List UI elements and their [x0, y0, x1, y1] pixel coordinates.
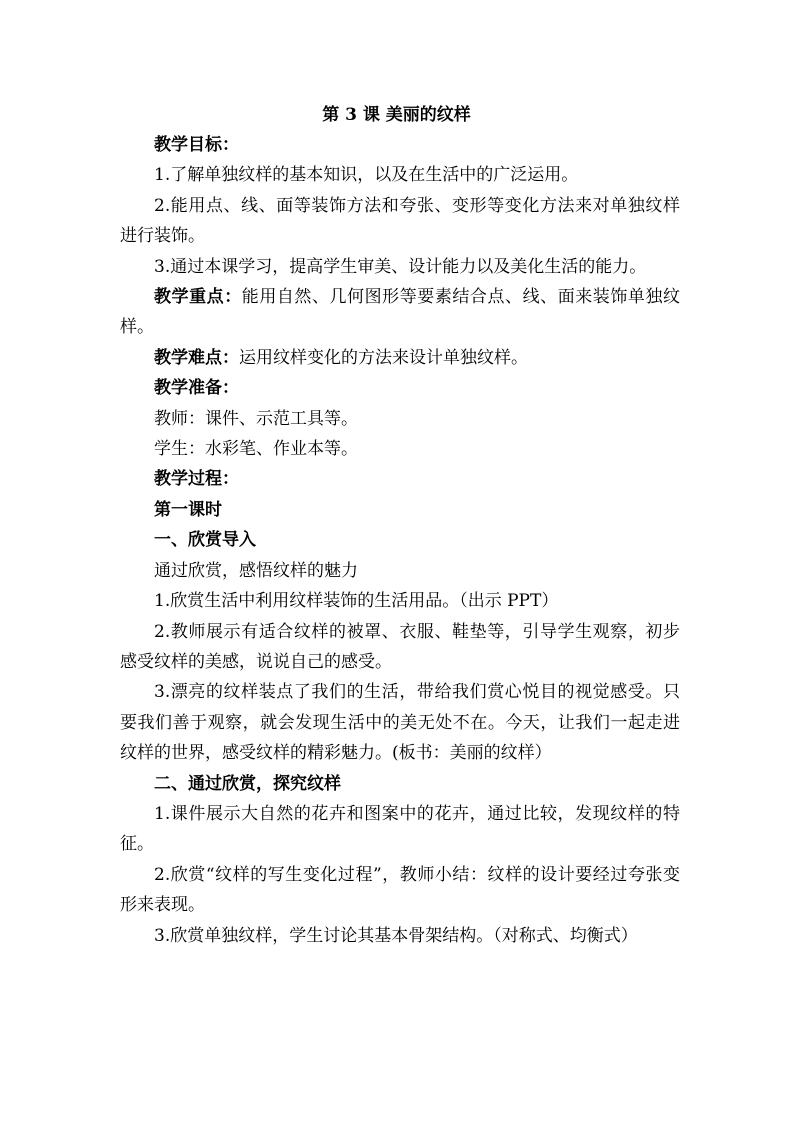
difficulties-label: 教学难点： [154, 347, 239, 368]
part-two-item: 3.欣赏单独纹样，学生讨论其基本骨架结构。（对称式、均衡式） [154, 925, 638, 946]
difficulties-text: 运用纹样变化的方法来设计单独纹样。 [239, 347, 528, 368]
preparation-teacher: 教师：课件、示范工具等。 [154, 408, 358, 429]
document-body [120, 130, 680, 951]
lesson-one-heading: 第一课时 [154, 499, 222, 520]
key-points-paragraph [120, 282, 680, 343]
objectives-heading: 教学目标： [154, 135, 239, 155]
key-points-text: 能用自然、几何图形等要素结合点、线、面来装饰单独纹样。 [120, 287, 681, 338]
part-two-item: 2.欣赏“纹样的写生变化过程”，教师小结：纹样的设计要经过夸张变形来表现。 [120, 864, 680, 916]
process-heading: 教学过程： [154, 469, 239, 490]
difficulties-paragraph [120, 343, 680, 373]
part-one-item: 2.教师展示有适合纹样的被罩、衣服、鞋垫等，引导学生观察，初步感受纹样的美感，说说自己的感受。 [120, 621, 680, 672]
objective-item: 1.了解单独纹样的基本知识，以及在生活中的广泛运用。 [154, 165, 579, 186]
page-title: 第 3 课 美丽的纹样 [322, 105, 471, 125]
preparation-student: 学生：水彩笔、作业本等。 [154, 439, 358, 460]
part-one-item: 1.欣赏生活中利用纹样装饰的生活用品。（出示 PPT） [154, 591, 559, 612]
objective-item: 2.能用点、线、面等装饰方法和夸张、变形等变化方法来对单独纹样进行装饰。 [120, 195, 680, 247]
preparation-heading: 教学准备： [154, 378, 239, 399]
part-one-heading: 一、欣赏导入 [154, 530, 256, 551]
key-points-label: 教学重点： [154, 287, 242, 308]
objective-item: 3.通过本课学习，提高学生审美、设计能力以及美化生活的能力。 [154, 256, 647, 277]
part-one-item: 3.漂亮的纹样装点了我们的生活，带给我们赏心悦目的视觉感受。只要我们善于观察，就会发现生活中的美无处不在。今天，让我们一起走进纹样的世界，感受纹样的精彩魅力。(板书：美丽的纹样） [120, 682, 680, 764]
part-one-intro: 通过欣赏，感悟纹样的魅力 [154, 560, 358, 581]
part-two-heading: 二、通过欣赏，探究纹样 [154, 773, 341, 794]
part-two-item: 1.课件展示大自然的花卉和图案中的花卉，通过比较，发现纹样的特征。 [120, 803, 680, 855]
